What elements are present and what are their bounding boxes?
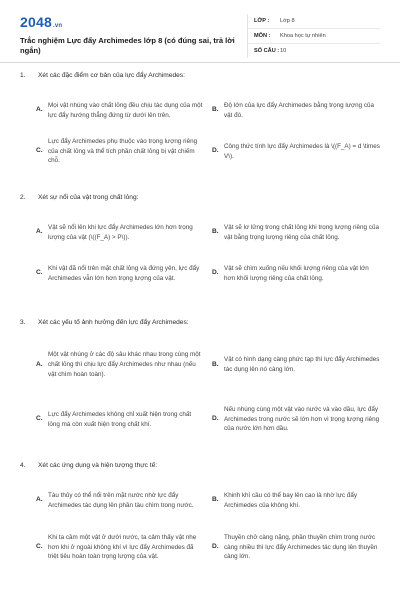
answer-option-d[interactable]	[212, 525, 380, 570]
option-letter: A.	[36, 106, 43, 114]
option-grid	[20, 484, 380, 570]
header-divider	[0, 62, 400, 63]
option-letter: C.	[36, 147, 43, 155]
answer-option-a[interactable]	[36, 484, 204, 517]
option-text: Nếu nhúng cùng một vật vào nước và vào dầu, lực đẩy Archimedes trong nước sẽ lớn hơn vì trọng lượng riêng của nước lớn hơn dầu.	[224, 405, 380, 433]
info-value: Khoa học tự nhiên	[280, 33, 326, 39]
option-text: Độ lớn của lực đẩy Archimedes bằng trọng lượng của vật đó.	[224, 101, 375, 119]
option-text: Vật sẽ nổi lên khi lực đẩy Archimedes lớn hơn trọng lượng của vật (\((F_A) > P\)).	[48, 223, 193, 241]
question-text: Xét các yếu tố ảnh hưởng đến lực đẩy Archimedes:	[38, 319, 189, 326]
question-1	[20, 72, 380, 168]
info-label: SỐ CÂU :	[254, 48, 280, 54]
option-letter: B.	[212, 360, 219, 368]
option-letter: B.	[212, 106, 219, 114]
logo-main: 2048	[20, 14, 52, 30]
option-text: Vật sẽ chìm xuống nếu khối lượng riêng của vật lớn hơn khối lượng riêng của chất lỏng.	[224, 264, 369, 282]
question-number: 1.	[20, 72, 26, 79]
question-number: 4.	[20, 462, 26, 469]
option-letter: A.	[36, 228, 43, 236]
option-text: Tàu thủy có thể nổi trên mặt nước nhờ lực đẩy Archimedes tác dụng lên phần tàu chìm trong nước.	[48, 491, 194, 509]
question-stem	[20, 194, 380, 204]
answer-option-c[interactable]	[36, 135, 204, 168]
answer-option-b[interactable]	[212, 94, 380, 127]
option-grid	[20, 341, 380, 442]
question-text: Xét các đặc điểm cơ bản của lực đẩy Archimedes:	[38, 72, 185, 79]
option-grid	[20, 216, 380, 290]
question-text: Xét sự nổi của vật trong chất lỏng:	[38, 194, 139, 201]
info-row-class	[248, 14, 380, 29]
answer-option-a[interactable]	[36, 94, 204, 127]
info-row-subject	[248, 29, 380, 44]
option-text: Khinh khí cầu có thể bay lên cao là nhờ lực đẩy Archimedes của không khí.	[224, 491, 357, 509]
question-text: Xét các ứng dụng và hiện tượng thực tế:	[38, 462, 158, 469]
option-text: Thuyền chở càng nặng, phần thuyền chìm trong nước càng nhiều thì lực đẩy Archimedes tác dụng lên thuyền càng lớn.	[224, 533, 378, 561]
quiz-title: Trắc nghiệm Lực đẩy Archimedes lớp 8 (có đúng sai, trả lời ngắn)	[20, 36, 235, 56]
site-logo[interactable]	[20, 14, 237, 30]
option-text: Vật có hình dạng càng phức tạp thì lực đẩy Archimedes tác dụng lên nó càng lớn.	[224, 356, 380, 373]
option-letter: C.	[36, 415, 43, 423]
question-stem	[20, 462, 380, 472]
option-letter: A.	[36, 496, 43, 504]
info-label: MÔN :	[254, 33, 271, 39]
option-letter: C.	[36, 543, 43, 551]
header-left	[20, 14, 247, 58]
logo-suffix: .vn	[52, 23, 63, 29]
option-text: Khi ta cầm một vật ở dưới nước, ta cảm thấy vật nhẹ hơn khi ở ngoài không khí vì lực đẩy Archimedes đã triệt tiêu hoàn toàn trọng lượng của vật.	[48, 533, 197, 561]
option-letter: D.	[212, 147, 219, 155]
question-3	[20, 319, 380, 442]
answer-option-c[interactable]	[36, 257, 204, 290]
info-value: 10	[280, 48, 287, 54]
answer-option-c[interactable]	[36, 525, 204, 570]
info-row-count	[248, 44, 380, 58]
question-4	[20, 462, 380, 570]
option-grid	[20, 94, 380, 168]
answer-option-c[interactable]	[36, 397, 204, 442]
answer-option-a[interactable]	[36, 216, 204, 249]
question-number: 2.	[20, 194, 26, 201]
answer-option-b[interactable]	[212, 216, 380, 249]
option-letter: B.	[212, 228, 219, 236]
info-value: Lớp 8	[280, 18, 295, 24]
option-letter: A.	[36, 360, 43, 368]
option-text: Một vật nhúng ở các độ sâu khác nhau trong cùng một chất lỏng thì chịu lực đẩy Archimedes như nhau (nếu vật chìm hoàn toàn).	[48, 351, 201, 378]
option-letter: B.	[212, 496, 219, 504]
option-letter: C.	[36, 269, 43, 277]
option-text: Mọi vật nhúng vào chất lỏng đều chịu tác dụng của một lực đẩy hướng thẳng đứng từ dưới lên trên.	[48, 101, 203, 119]
answer-option-d[interactable]	[212, 397, 380, 442]
question-stem	[20, 319, 380, 329]
option-letter: D.	[212, 543, 219, 551]
option-text: Công thức tính lực đẩy Archimedes là \((F_A) = d \times V\).	[224, 142, 380, 160]
answer-option-a[interactable]	[36, 341, 204, 389]
option-letter: D.	[212, 269, 219, 277]
option-letter: D.	[212, 415, 219, 423]
question-number: 3.	[20, 319, 26, 326]
answer-option-d[interactable]	[212, 135, 380, 168]
question-stem	[20, 72, 380, 82]
option-text: Lực đẩy Archimedes phụ thuộc vào trọng lượng riêng của chất lỏng và thể tích phần chất lỏng bị vật chiếm chỗ.	[48, 137, 198, 165]
answer-option-b[interactable]	[212, 341, 380, 389]
option-text: Lực đẩy Archimedes không chỉ xuất hiện trong chất lỏng mà còn xuất hiện trong chất khí.	[48, 410, 192, 428]
option-text: Vật sẽ lơ lửng trong chất lỏng khi trọng lượng riêng của vật bằng trọng lượng riêng của chất lỏng.	[224, 223, 379, 241]
quiz-info-panel	[247, 14, 380, 58]
header	[0, 0, 400, 58]
question-2	[20, 194, 380, 290]
info-label: LỚP :	[254, 18, 270, 24]
answer-option-d[interactable]	[212, 257, 380, 290]
answer-option-b[interactable]	[212, 484, 380, 517]
option-text: Khi vật đã nổi trên mặt chất lỏng và đứng yên, lực đẩy Archimedes vẫn lớn hơn trọng lượng của vật.	[48, 264, 200, 282]
